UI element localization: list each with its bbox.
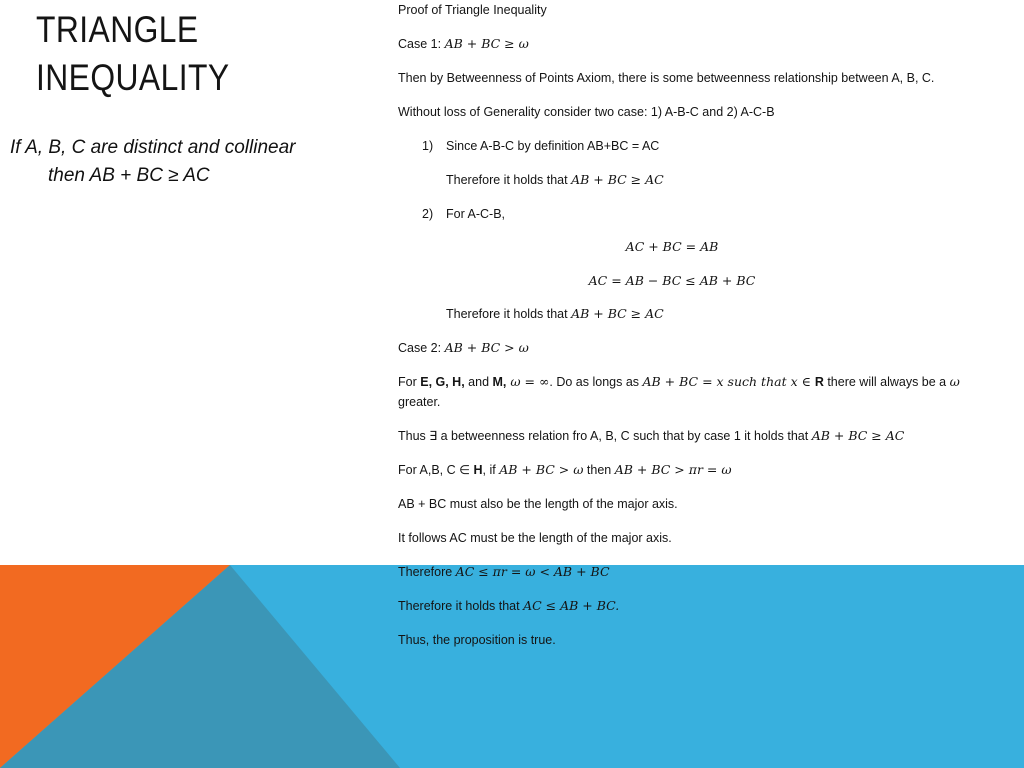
case-2-line	[398, 339, 529, 357]
thus-text: Thus ∃ a betweenness relation fro A, B, C such that by case 1 it holds that	[398, 429, 812, 443]
for-egh-line	[398, 373, 960, 391]
item-2-therefore-math: AB + BC ≥ AC	[571, 306, 664, 321]
for-and: and	[464, 375, 493, 389]
for-bold-egh: E, G, H,	[420, 375, 465, 389]
conclusion-line: Thus, the proposition is true.	[398, 633, 556, 647]
therefore-1-text: Therefore	[398, 565, 456, 579]
list-item-1-text: Since A-B-C by definition AB+BC = AC	[446, 139, 660, 153]
for-abc-text: For A,B, C ∈	[398, 463, 474, 477]
title-line-1: TRIANGLE	[36, 9, 199, 50]
list-item-1-number: 1)	[422, 139, 434, 153]
theorem-statement	[10, 134, 370, 190]
for-prefix: For	[398, 375, 421, 389]
list-item-2-text: For A-C-B,	[446, 207, 506, 221]
equation-1: AC + BC = AB	[625, 239, 719, 254]
title-line-2: INEQUALITY	[36, 57, 230, 98]
list-item-2	[398, 205, 505, 223]
for-math-omega-infinity: ω = ∞	[506, 374, 550, 389]
item-2-therefore	[398, 305, 664, 323]
for-egh-line-2: greater.	[398, 395, 441, 409]
case-2-label: Case 2:	[398, 341, 445, 355]
for-bold-m: M,	[492, 375, 507, 389]
item-1-therefore	[398, 171, 664, 189]
betweenness-line: Then by Betweenness of Points Axiom, there is some betweenness relationship between A, B, C.	[398, 71, 935, 85]
case-2-math: AB + BC > ω	[444, 340, 529, 355]
major-axis-line-1: AB + BC must also be the length of the major axis.	[398, 497, 678, 511]
list-item-1	[398, 137, 659, 155]
therefore-line-1	[398, 563, 610, 581]
case-1-math: AB + BC ≥ ω	[444, 36, 529, 51]
item-2-therefore-text: Therefore it holds that	[446, 307, 572, 321]
for-abc-math-1: AB + BC > ω	[499, 462, 584, 477]
for-abc-bold-h: H	[473, 463, 483, 477]
equation-2: AC = AB − BC ≤ AB + BC	[588, 273, 756, 288]
wlog-line: Without loss of Generality consider two case: 1) A-B-C and 2) A-C-B	[398, 105, 775, 119]
case-1-label: Case 1:	[398, 37, 445, 51]
statement-line-2: then AB + BC ≥ AC	[48, 165, 210, 186]
for-bold-r: R	[814, 375, 824, 389]
for-abc-if: , if	[482, 463, 500, 477]
for-mid-text: . Do as longs as	[549, 375, 643, 389]
therefore-1-math: AC ≤ πr = ω < AB + BC	[455, 564, 610, 579]
for-abc-then: then	[583, 463, 615, 477]
case-1-line	[398, 35, 529, 53]
slide-title	[36, 6, 230, 102]
for-abc-line	[398, 461, 732, 479]
for-math-such-that: AB + BC = x such that x ∈	[642, 374, 815, 389]
therefore-line-2	[398, 597, 619, 615]
proof-heading: Proof of Triangle Inequality	[398, 3, 547, 17]
major-axis-line-2: It follows AC must be the length of the major axis.	[398, 531, 672, 545]
item-1-therefore-math: AB + BC ≥ AC	[571, 172, 664, 187]
thus-math: AB + BC ≥ AC	[811, 428, 905, 443]
for-abc-math-2: AB + BC > πr = ω	[614, 462, 732, 477]
therefore-2-math: AC ≤ AB + BC.	[523, 598, 620, 613]
statement-line-1: If A, B, C are distinct and collinear	[10, 137, 296, 158]
for-end-text: there will always be a	[823, 375, 950, 389]
item-1-therefore-text: Therefore it holds that	[446, 173, 572, 187]
for-math-omega: ω	[949, 374, 960, 389]
list-item-2-number: 2)	[422, 207, 434, 221]
therefore-2-text: Therefore it holds that	[398, 599, 524, 613]
thus-line	[398, 427, 904, 445]
